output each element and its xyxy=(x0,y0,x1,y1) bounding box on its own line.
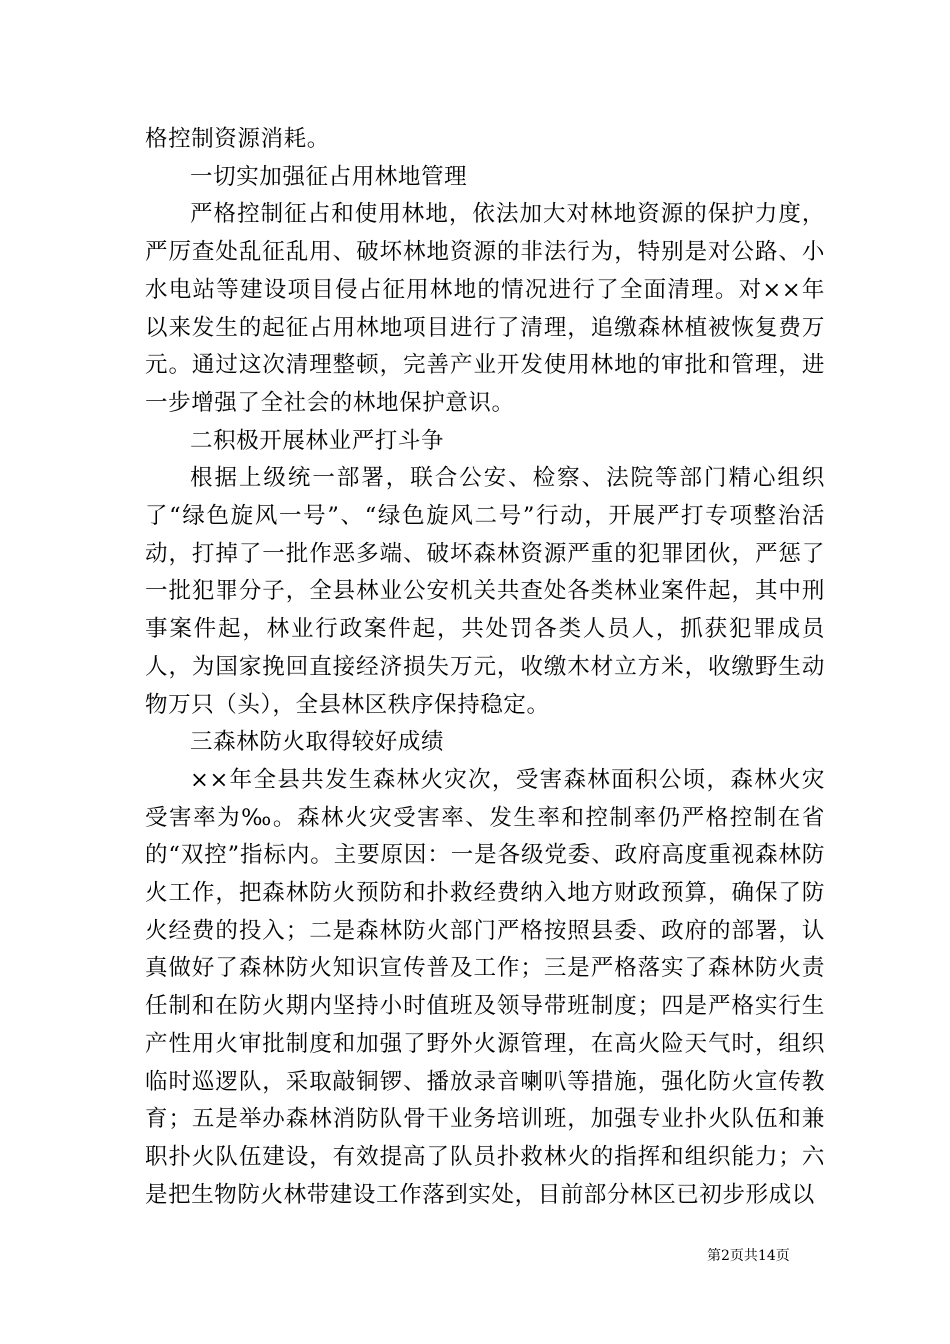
paragraph-fire-prevention: ××年全县共发生森林火灾次，受害森林面积公顷，森林火灾受害率为‰。森林火灾受害率、发生率和控制率仍严格控制在省的“双控”指标内。主要原因：一是各级党委、政府高度重视森林防火工作，把森林防火预防和扑救经费纳入地方财政预算，确保了防火经费的投入；二是森林防火部门严格按照县委、政府的部署，认真做好了森林防火知识宣传普及工作；三是严格落实了森林防火责任制和在防火期内坚持小时值班及领导带班制度；四是严格实行生产性用火审批制度和加强了野外火源管理，在高火险天气时，组织临时巡逻队，采取敲铜锣、播放录音喇叭等措施，强化防火宣传教育；五是举办森林消防队骨干业务培训班，加强专业扑火队伍和兼职扑火队伍建设，有效提高了队员扑救林火的指挥和组织能力；六是把生物防火林带建设工作落到实处，目前部分林区已初步形成以 xyxy=(145,766,825,1208)
section-heading-3: 三森林防火取得较好成绩 xyxy=(190,729,445,756)
paragraph-crackdown: 根据上级统一部署，联合公安、检察、法院等部门精心组织了“绿色旋风一号”、“绿色旋风二号”行动，开展严打专项整治活动，打掉了一批作恶多端、破坏森林资源严重的犯罪团伙，严惩了一批犯罪分子，全县林业公安机关共查处各类林业案件起，其中刑事案件起，林业行政案件起，共处罚各类人员人，抓获犯罪成员人，为国家挽回直接经济损失万元，收缴木材立方米，收缴野生动物万只（头），全县林区秩序保持稳定。 xyxy=(145,465,825,718)
paragraph-forest-land-management: 严格控制征占和使用林地，依法加大对林地资源的保护力度，严厉查处乱征乱用、破坏林地资源的非法行为，特别是对公路、小水电站等建设项目侵占征用林地的情况进行了全面清理。对××年以来发生的起征占用林地项目进行了清理，追缴森林植被恢复费万元。通过这次清理整顿，完善产业开发使用林地的审批和管理，进一步增强了全社会的林地保护意识。 xyxy=(145,201,825,416)
page-number: 第2页共14页 xyxy=(707,1248,790,1264)
section-heading-2: 二积极开展林业严打斗争 xyxy=(190,427,445,454)
paragraph-continuation: 格控制资源消耗。 xyxy=(145,126,330,152)
document-body xyxy=(145,121,825,1214)
section-heading-1: 一切实加强征占用林地管理 xyxy=(190,163,468,190)
